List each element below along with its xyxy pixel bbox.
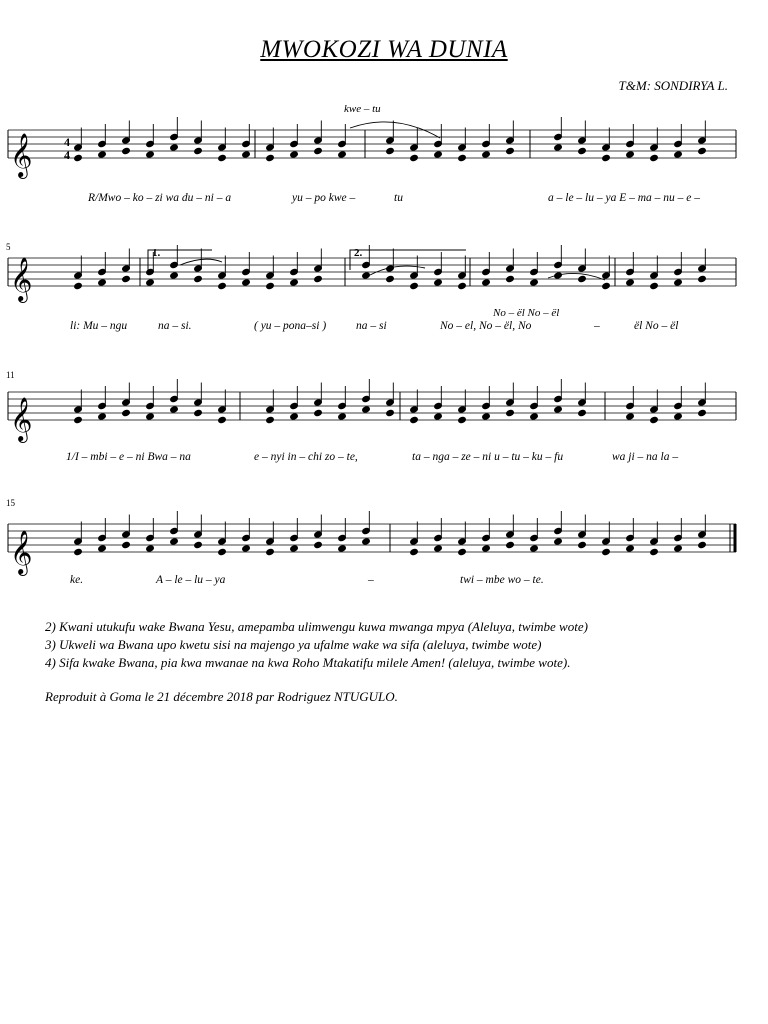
note-head	[170, 144, 179, 151]
note-head	[626, 279, 635, 286]
lyric-line: a – le – lu – ya E – ma – nu – e –	[548, 192, 701, 204]
note-head	[578, 275, 587, 282]
note-head	[146, 151, 155, 158]
note-head	[122, 409, 131, 416]
note-head	[410, 416, 419, 423]
note-head	[506, 147, 515, 154]
note-head	[434, 151, 443, 158]
note-head	[362, 272, 371, 279]
note-head	[194, 541, 203, 548]
note-head	[98, 545, 107, 552]
note-head	[458, 282, 467, 289]
lyric-line: No – el, No – ël, No	[440, 320, 532, 332]
note-head	[410, 282, 419, 289]
note-head	[626, 413, 635, 420]
above-staff-text: kwe – tu	[344, 103, 381, 115]
note-head	[218, 282, 227, 289]
svg-text:𝄞: 𝄞	[10, 530, 33, 574]
svg-text:𝄞: 𝄞	[10, 133, 33, 177]
score-title: MWOKOZI WA DUNIA	[260, 36, 508, 63]
note-head	[218, 548, 227, 555]
note-head	[242, 279, 251, 286]
note-head	[434, 413, 443, 420]
note-head	[170, 272, 179, 279]
lyric-line: ke.	[70, 574, 84, 586]
note-head	[338, 413, 347, 420]
lyric-line: –	[594, 320, 600, 332]
note-head	[458, 154, 467, 161]
note-heads	[74, 117, 707, 556]
note-head	[74, 548, 83, 555]
note-head	[482, 545, 491, 552]
note-head	[314, 147, 323, 154]
note-head	[626, 151, 635, 158]
lyric-line: yu – po kwe –	[292, 192, 356, 204]
note-head	[338, 545, 347, 552]
note-head	[266, 416, 275, 423]
lyric-line: twi – mbe wo – te.	[460, 574, 544, 586]
note-head	[194, 409, 203, 416]
note-head	[578, 541, 587, 548]
note-head	[530, 545, 539, 552]
time-sig-top: 4	[64, 135, 70, 149]
note-head	[290, 413, 299, 420]
note-head	[650, 548, 659, 555]
note-head	[122, 275, 131, 282]
note-head	[602, 282, 611, 289]
note-head	[530, 413, 539, 420]
note-head	[74, 282, 83, 289]
note-head	[242, 151, 251, 158]
note-head	[698, 147, 707, 154]
note-head	[122, 147, 131, 154]
note-head	[290, 151, 299, 158]
note-head	[506, 409, 515, 416]
note-head	[314, 275, 323, 282]
note-head	[698, 541, 707, 548]
note-head	[362, 538, 371, 545]
note-head	[650, 282, 659, 289]
note-head	[602, 548, 611, 555]
reproduction-note: Reproduit à Goma le 21 décembre 2018 par Rodriguez NTUGULO.	[45, 689, 398, 704]
lyric-line: –	[368, 574, 374, 586]
note-head	[482, 151, 491, 158]
note-head	[626, 545, 635, 552]
measure-number: 5	[6, 242, 11, 252]
note-head	[194, 147, 203, 154]
volta-second-ending: 2.	[354, 247, 363, 259]
note-head	[650, 154, 659, 161]
lyric-line: 1/I – mbi – e – ni Bwa – na	[66, 451, 191, 463]
verse-line: 2) Kwani utukufu wake Bwana Yesu, amepamba ulimwengu kuwa mwanga mpya (Aleluya, twimbe wote)	[45, 619, 588, 634]
note-head	[578, 409, 587, 416]
note-head	[314, 409, 323, 416]
note-head	[674, 279, 683, 286]
note-head	[602, 154, 611, 161]
note-head	[98, 151, 107, 158]
note-head	[698, 409, 707, 416]
note-head	[554, 406, 563, 413]
measure-number: 15	[6, 498, 15, 508]
note-head	[410, 154, 419, 161]
svg-text:𝄞: 𝄞	[10, 257, 33, 301]
lyric-line: na – si	[356, 320, 387, 332]
lyric-line: ( yu – pona–si )	[254, 320, 327, 332]
volta-first-ending: 1.	[152, 247, 161, 259]
note-head	[698, 275, 707, 282]
lyric-line: wa ji – na la –	[612, 451, 679, 463]
lyric-line: ta – nga – ze – ni u – tu – ku – fu	[412, 451, 564, 463]
note-head	[74, 416, 83, 423]
note-head	[650, 416, 659, 423]
note-head	[290, 279, 299, 286]
note-head	[314, 541, 323, 548]
note-head	[146, 545, 155, 552]
note-head	[170, 406, 179, 413]
note-head	[218, 416, 227, 423]
note-head	[674, 413, 683, 420]
note-head	[362, 406, 371, 413]
note-head	[482, 413, 491, 420]
lyric-line: e – nyi in – chi zo – te,	[254, 451, 358, 463]
time-signature	[64, 135, 70, 162]
note-head	[530, 279, 539, 286]
measure-number: 11	[6, 370, 15, 380]
note-head	[194, 275, 203, 282]
note-head	[506, 275, 515, 282]
note-head	[554, 144, 563, 151]
note-head	[458, 548, 467, 555]
note-head	[578, 147, 587, 154]
note-head	[674, 545, 683, 552]
note-head	[146, 413, 155, 420]
note-head	[482, 279, 491, 286]
lyric-line: A – le – lu – ya	[156, 574, 226, 586]
note-head	[266, 548, 275, 555]
note-head	[458, 416, 467, 423]
note-head	[242, 545, 251, 552]
note-head	[410, 548, 419, 555]
verse-line: 3) Ukweli wa Bwana upo kwetu sisi na majengo ya ufalme wake wa sifa (aleluya, twimbe wote)	[45, 637, 542, 652]
above-staff-text: No – ël No – ël	[493, 307, 560, 319]
svg-text:𝄞: 𝄞	[10, 397, 33, 441]
lyric-line: ël No – ël	[634, 320, 679, 332]
note-head	[554, 538, 563, 545]
lyric-line: li: Mu – ngu	[70, 320, 128, 332]
verse-line: 4) Sifa kwake Bwana, pia kwa mwanae na kwa Roho Mtakatifu milele Amen! (aleluya, twimbe wote).	[45, 655, 571, 670]
note-head	[266, 154, 275, 161]
note-head	[218, 154, 227, 161]
note-head	[122, 541, 131, 548]
note-head	[386, 147, 395, 154]
note-head	[338, 151, 347, 158]
note-head	[266, 282, 275, 289]
treble-clef-icon	[10, 133, 32, 576]
note-head	[506, 541, 515, 548]
note-head	[290, 545, 299, 552]
note-head	[98, 279, 107, 286]
note-head	[98, 413, 107, 420]
note-head	[386, 275, 395, 282]
note-head	[674, 151, 683, 158]
composer-credit: T&M: SONDIRYA L.	[618, 78, 728, 93]
additional-verses	[45, 618, 588, 672]
time-sig-bottom: 4	[64, 148, 70, 162]
note-head	[434, 545, 443, 552]
lyric-line: R/Mwo – ko – zi wa du – ni – a	[88, 192, 232, 204]
note-head	[146, 279, 155, 286]
lyric-line: na – si.	[158, 320, 192, 332]
note-head	[170, 538, 179, 545]
note-head	[74, 154, 83, 161]
lyric-line: tu	[394, 192, 403, 204]
note-head	[434, 279, 443, 286]
note-head	[386, 409, 395, 416]
